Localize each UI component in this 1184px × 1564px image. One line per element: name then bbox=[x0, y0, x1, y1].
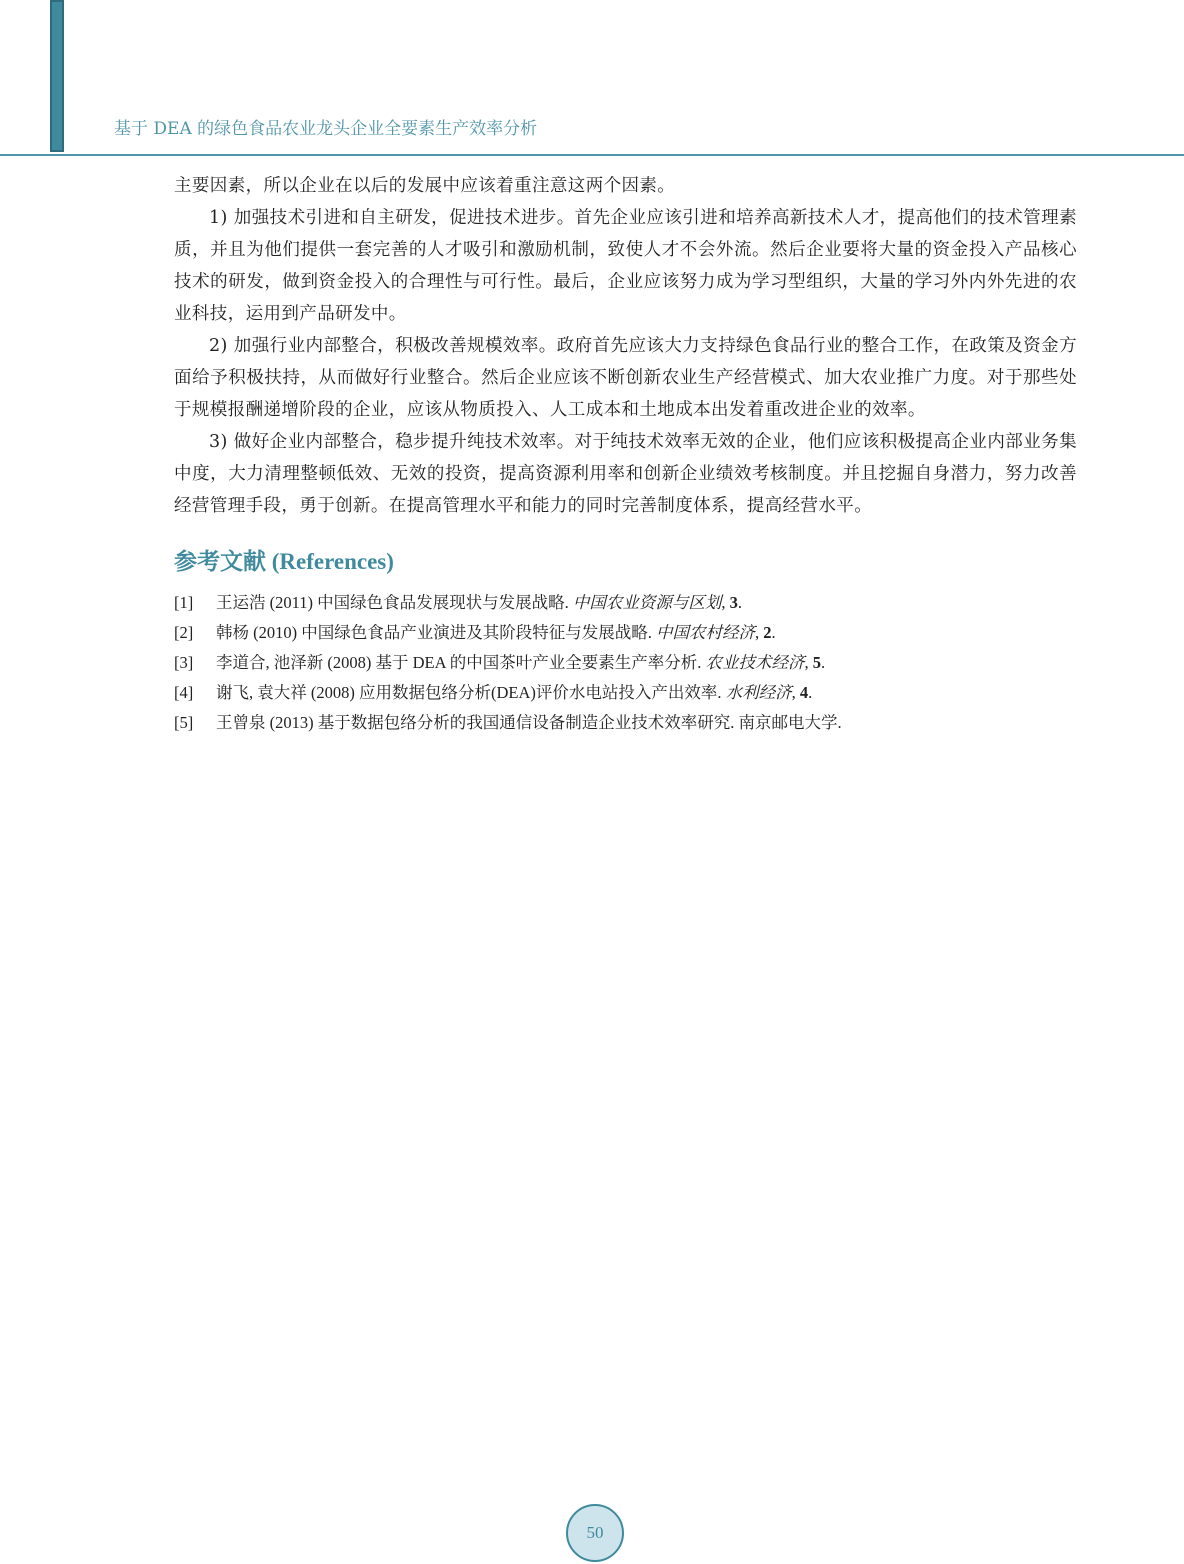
reference-body bbox=[216, 648, 825, 678]
reference-journal: 农业技术经济 bbox=[705, 653, 805, 672]
reference-number: [2] bbox=[174, 623, 194, 642]
reference-number: [1] bbox=[174, 593, 194, 612]
reference-separator: , bbox=[804, 653, 813, 672]
reference-item bbox=[174, 588, 1077, 618]
reference-item bbox=[174, 648, 1077, 678]
reference-text: 王曾泉 (2013) 基于数据包络分析的我国通信设备制造企业技术效率研究. 南京邮电大学. bbox=[216, 713, 842, 732]
reference-body bbox=[216, 678, 812, 708]
reference-text: 王运浩 (2011) 中国绿色食品发展现状与发展战略. bbox=[216, 593, 573, 612]
reference-list bbox=[174, 588, 1077, 738]
reference-volume: 5 bbox=[812, 653, 821, 672]
page-number: 50 bbox=[586, 1523, 604, 1542]
body-paragraph: 1) 加强技术引进和自主研发，促进技术进步。首先企业应该引进和培养高新技术人才，提高他们的技术管理素质，并且为他们提供一套完善的人才吸引和激励机制，致使人才不会外流。然后企业要将大量的资金投入产品核心技术的研发，做到资金投入的合理性与可行性。最后，企业应该努力成为学习型组织，大量的学习外内外先进的农业科技，运用到产品研发中。 bbox=[174, 208, 1077, 324]
body-paragraph: 3) 做好企业内部整合，稳步提升纯技术效率。对于纯技术效率无效的企业，他们应该积极提高企业内部业务集中度，大力清理整顿低效、无效的投资，提高资源利用率和创新企业绩效考核制度。并且挖掘自身潜力，努力改善经营管理手段，勇于创新。在提高管理水平和能力的同时完善制度体系，提高经营水平。 bbox=[174, 432, 1077, 516]
reference-journal: 中国农业资源与区划 bbox=[572, 593, 722, 612]
reference-item bbox=[174, 708, 1077, 738]
reference-volume: 3 bbox=[729, 593, 738, 612]
page-number-badge bbox=[566, 1504, 624, 1562]
reference-text: 韩杨 (2010) 中国绿色食品产业演进及其阶段特征与发展战略. bbox=[216, 623, 656, 642]
header-accent-bar bbox=[50, 0, 64, 152]
running-title: 基于 DEA 的绿色食品农业龙头企业全要素生产效率分析 bbox=[114, 119, 538, 139]
reference-end: . bbox=[771, 623, 776, 642]
reference-text: 谢飞, 袁大祥 (2008) 应用数据包络分析(DEA)评价水电站投入产出效率. bbox=[216, 683, 726, 702]
reference-end: . bbox=[737, 593, 743, 612]
reference-body bbox=[216, 588, 742, 618]
main-content bbox=[174, 170, 1077, 738]
reference-body bbox=[216, 708, 842, 738]
reference-journal: 水利经济 bbox=[725, 683, 792, 702]
reference-separator: , bbox=[721, 593, 730, 612]
reference-number: [5] bbox=[174, 713, 194, 732]
references-heading: 参考文献 (References) bbox=[174, 549, 394, 574]
reference-separator: , bbox=[755, 623, 764, 642]
reference-number: [4] bbox=[174, 683, 194, 702]
reference-separator: , bbox=[791, 683, 800, 702]
reference-item bbox=[174, 678, 1077, 708]
reference-volume: 2 bbox=[763, 623, 772, 642]
reference-end: . bbox=[808, 683, 813, 702]
body-paragraph: 主要因素，所以企业在以后的发展中应该着重注意这两个因素。 bbox=[174, 176, 676, 196]
reference-journal: 中国农村经济 bbox=[656, 623, 755, 642]
body-paragraph: 2) 加强行业内部整合，积极改善规模效率。政府首先应该大力支持绿色食品行业的整合工作，在政策及资金方面给予积极扶持，从而做好行业整合。然后企业应该不断创新农业生产经营模式、加大农业推广力度。对于那些处于规模报酬递增阶段的企业，应该从物质投入、人工成本和土地成本出发着重改进企业的效率。 bbox=[174, 336, 1077, 420]
reference-volume: 4 bbox=[799, 683, 809, 702]
reference-text: 李道合, 池泽新 (2008) 基于 DEA 的中国茶叶产业全要素生产率分析. bbox=[216, 653, 706, 672]
reference-number: [3] bbox=[174, 653, 194, 672]
reference-item bbox=[174, 618, 1077, 648]
reference-end: . bbox=[821, 653, 826, 672]
reference-body bbox=[216, 618, 776, 648]
header-divider bbox=[0, 154, 1184, 156]
